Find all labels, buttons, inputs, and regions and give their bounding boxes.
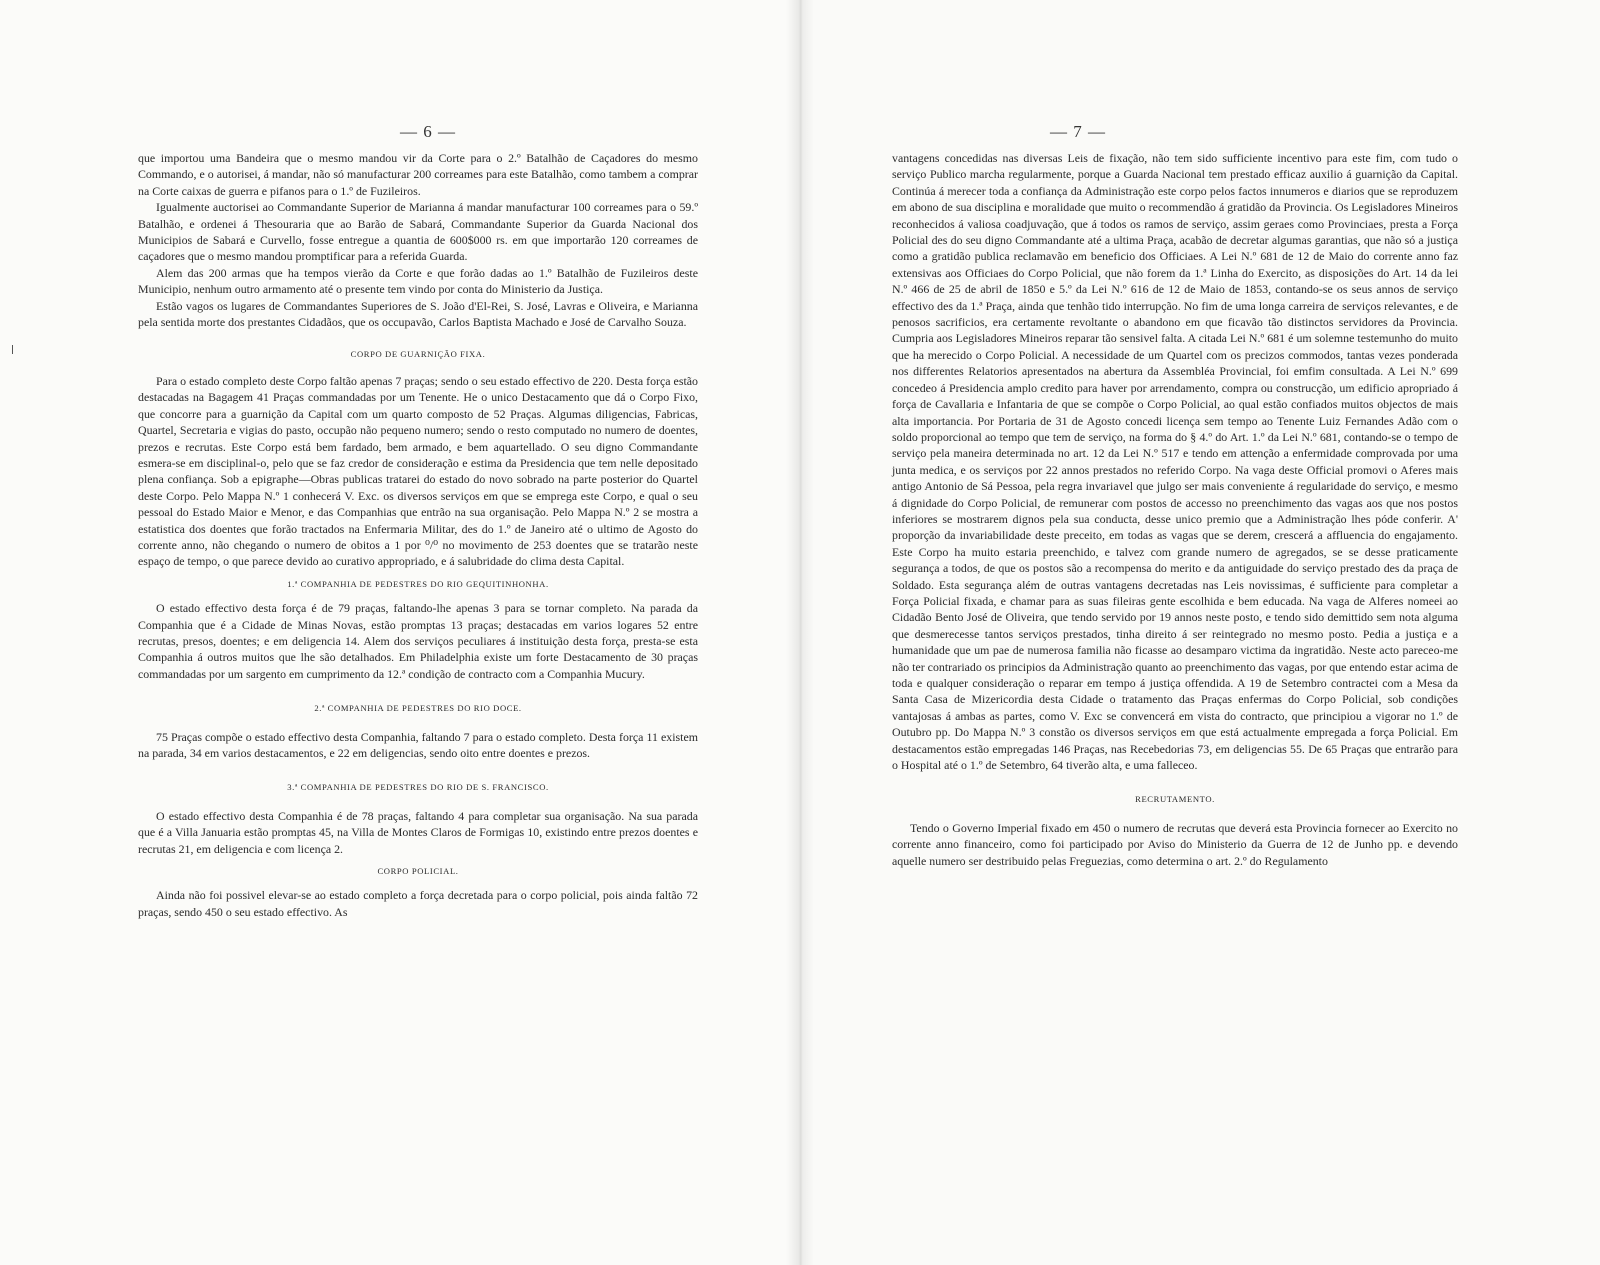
page-number-left: — 6 — xyxy=(400,122,456,141)
paragraph: Ainda não foi possivel elevar-se ao estado completo a força decretada para o corpo policial, pois ainda faltão 72 praças, sendo 450 o seu estado effectivo. As xyxy=(138,888,698,919)
paragraph: Estão vagos os lugares de Commandantes Superiores de S. João d'El-Rei, S. José, Lavras e Oliveira, e Marianna pela sentida morte dos prestantes Cidadãos, que os occupavão, Carlos Baptista Machado e José de Carvalho Souza. xyxy=(138,298,698,330)
right-page xyxy=(800,0,1600,1265)
section-heading: 1.ª COMPANHIA DE PEDESTRES DO RIO GEQUITINHONHA. xyxy=(287,578,549,589)
paragraph: Igualmente auctorisei ao Commandante Superior de Marianna á mandar manufacturar 100 correames para o 59.º Batalhão, e ordenei á Thesouraria que ao Barão de Sabará, Commandante Superior da Guarda Nacional dos Municipios de Sabará e Curvello, fosse entregue a quantia de 600$000 rs. em que importarão 120 correames de caçadores que o mesmo mandou promptificar para a referida Guarda. xyxy=(138,200,698,264)
paragraph: 75 Praças compõe o estado effectivo desta Companhia, faltando 7 para o estado completo. Desta força 11 existem na parada, 34 em varios destacamentos, e 22 em deligencias, sendo oito entre doentes e prezos. xyxy=(138,729,698,760)
book-gutter xyxy=(786,0,814,1265)
paragraph: que importou uma Bandeira que o mesmo mandou vir da Corte para o 2.º Batalhão de Caçadores do mesmo Commando, e o autorisei, á mandar, não só manufacturar 200 correames para este Batalhão, como tambem a comprar na Corte caixas de guerra e pifanos para o 1.º de Fuzileiros. xyxy=(138,151,698,198)
section-heading: RECRUTAMENTO. xyxy=(1135,794,1215,805)
paragraph: O estado effectivo desta força é de 79 praças, faltando-lhe apenas 3 para se tornar completo. Na parada da Companhia que é a Cidade de Minas Novas, estão promptas 13 praças; destacadas em varios logares 52 entre recrutas, presos, doentes; e em deligencia 14. Alem dos serviços peculiares á instituição desta força, presta-se esta Companhia á outros muitos que lhe são detalhados. Em Philadelphia existe um forte Destacamento de 30 praças commandadas por um sargento em cumprimento da 12.ª condição de contracto com a Companhia Mucury. xyxy=(138,601,698,681)
page-number-right: — 7 — xyxy=(1050,122,1106,141)
paragraph: Alem das 200 armas que ha tempos vierão da Corte e que forão dadas ao 1.º Batalhão de Fuzileiros deste Municipio, nenhum outro armamento até o presente tem vindo por conta do Ministerio da Justiça. xyxy=(138,265,698,297)
section-heading: CORPO DE GUARNIÇÃO FIXA. xyxy=(350,349,486,360)
margin-mark xyxy=(12,345,13,354)
paragraph: Tendo o Governo Imperial fixado em 450 o numero de recrutas que deverá esta Provincia fornecer ao Exercito no corrente anno financeiro, como foi participado por Aviso do Ministerio da Guerra de 12 de Junho pp. e devendo aquelle numero ser destribuido pelas Freguezias, como determina o art. 2.º do Regulamento xyxy=(892,820,1458,868)
paragraph: vantagens concedidas nas diversas Leis de fixação, não tem sido sufficiente incentivo para este fim, com tudo o serviço Publico marcha regularmente, porque a Guarda Nacional tem prestado efficaz auxilio á guarnição da Capital. Continúa á merecer toda a confiança da Administração este corpo pelos factos innumeros e diarios que se reproduzem em abono de sua disciplina e moralidade que muito o recommendão á gratidão da Provincia. Os Legisladores Mineiros reconhecidos á valiosa coadjuvação, que á todos os ramos de serviço, assim geraes como Provinciaes, presta a Força Policial des do seu digno Commandante até a ultima Praça, acabão de decretar algumas garantias, que não só a justiça como a gratidão publica reclamavão em beneficio dos Officiaes. A Lei N.º 681 de 12 de Maio do corrente anno faz extensivas aos Officiaes do Corpo Policial, que não forem da 1.ª Linha do Exercito, as disposições do Art. 14 da lei N.º 466 de 25 de abril de 1850 e 5.º da Lei N.º 616 de 12 de Maio de 1853, contando-se os seus annos de serviço effectivo des da 1.ª Praça, ainda que tenhão tido interrupção. No fim de uma longa carreira de serviços relevantes, e de penosos sacrificios, era certamente revoltante o abandono em que ficavão tão distinctos servidores da Provincia. Cumpria aos Legisladores Mineiros reparar tão sensivel falta. A citada Lei N.º 681 é um solemne testemunho do muito que ha merecido o Corpo Policial. A necessidade de um Quartel com os precizos commodos, tantas vezes ponderada nos differentes Relatorios apresentados na abertura da Assembléa Provincial, foi emfim consultada. A Lei N.º 699 concedeo á Presidencia amplo credito para haver por arrendamento, compra ou construcção, um edificio apropriado á força de Cavallaria e Infantaria de que se compõe o Corpo Policial, ao qual estão confiados muitos objectos de mais alta importancia. Por Portaria de 31 de Agosto concedi licença sem tempo ao Tenente Luiz Fernandes Adão com o soldo proporcional ao tempo que tem de serviço, na forma do § 4.º do Art. 1.º da Lei N.º 681, contando-se o tempo de serviço pela maneira determinada no art. 12 da Lei N.º 517 e tendo em attenção a enfermidade comprovada por uma junta medica, e os serviços por 22 annos prestados no referido Corpo. Na vaga deste Official promovi o Aferes mais antigo Antonio de Sá Pessoa, pela regra invariavel que julgo ser mais conveniente á regularidade do serviço, e mesmo á dignidade do Corpo Policial, de remunerar com postos de accesso no preenchimento das vagas aos que nos postos inferiores se mostrarem dignos pela sua conducta, desse unico premio que a Administração lhes póde conferir. A' proporção da invariabilidade deste preceito, em todas as vagas que se derem, crescerá a affluencia do engajamento. Este Corpo ha muito estaria preenchido, e talvez com grande numero de agregados, se se desse praticamente segurança a todos, de que os postos são a recompensa do merito e da antiguidade do serviço prestado des da praça de Soldado. Esta segurança além de outras vantagens decretadas nas Leis novissimas, é sufficiente para completar a Força Policial fixada, e chamar para as suas fileiras gente escolhida e bem educada. Na vaga de Alferes nomeei ao Cidadão Bento José de Oliveira, que tendo servido por 19 annos neste posto, e tendo sido demittido sem nota alguma que desmerecesse tantos serviços prestados, tinha direito á ser reintegrado no mesmo posto. Pedia a justiça e a humanidade que um pae de numerosa familia não ficasse ao desamparo victima da ingratidão. Neste acto pareceo-me não ter contrariado os principios da Administração quanto ao preenchimento das vagas, por que entendo estar acima de toda e qualquer consideração o reparar em tempo á justiça offendida. A 19 de Setembro contractei com a Mesa da Santa Casa de Mizericordia desta Cidade o tratamento das Praças enfermas do Corpo Policial, sob condições vantajosas á ambas as partes, como V. Exc se convencerá em vista do contracto, que principiou a vigorar no 1.º de Outubro pp. Do Mappa N.º 3 constão os diversos serviços em que está actualmente empregada a força Policial. Em destacamentos estão empregadas 146 Praças, nas Recebedorias 73, em deligencias 55. De 65 Praças que entrarão para o Hospital até o 1.º de Setembro, 64 tiverão alta, e uma falleceo. xyxy=(892,151,1458,773)
paragraph: Para o estado completo deste Corpo faltão apenas 7 praças; sendo o seu estado effectivo de 220. Desta força estão destacadas na Bagagem 41 Praças commandadas por um Tenente. He o unico Destacamento que dá o Corpo Fixo, que concorre para a guarnição da Capital com um quarto composto de 52 Praças. Algumas diligencias, Fabricas, Quartel, Secretaria e vigias do pasto, occupão não pequeno numero; sendo o resto computado no numero de doentes, prezos e recrutas. Este Corpo está bem fardado, bem armado, e bem aquartellado. O seu digno Commandante esmera-se em disciplinal-o, pelo que se faz credor de consideração e estima da Presidencia que tem nelle depositado plena confiança. Sob a epigraphe—Obras publicas tratarei do estado do novo sobrado na parte posterior do Quartel deste Corpo. Pelo Mappa N.º 1 conhecerá V. Exc. os diversos serviços em que se emprega este Corpo, e qual o seu pessoal do Estado Maior e Menor, e das Companhias que entrão na sua organisação. Pelo Mappa N.º 2 se mostra a estatistica dos doentes que forão tractados na Enfermaria Militar, des do 1.º de Janeiro até o ultimo de Agosto do corrente anno, não chegando o numero de obitos a 1 por ⁰/⁰ no movimento de 253 doentes que se tratarão neste espaço de tempo, o que parece devido ao curativo appropriado, e á salubridade do clima desta Capital. xyxy=(138,373,698,569)
section-heading: 3.ª COMPANHIA DE PEDESTRES DO RIO DE S. FRANCISCO. xyxy=(287,782,549,793)
section-heading: CORPO POLICIAL. xyxy=(377,866,459,877)
paragraph: O estado effectivo desta Companhia é de 78 praças, faltando 4 para completar sua organisação. Na sua parada que é a Villa Januaria estão promptas 45, na Villa de Montes Claros de Formigas 10, existindo entre prezos doentes e recrutas 21, em deligencia e com licença 2. xyxy=(138,808,698,856)
left-page-text xyxy=(138,150,698,920)
section-heading: 2.ª COMPANHIA DE PEDESTRES DO RIO DOCE. xyxy=(314,703,522,714)
right-page-text xyxy=(892,150,1458,869)
